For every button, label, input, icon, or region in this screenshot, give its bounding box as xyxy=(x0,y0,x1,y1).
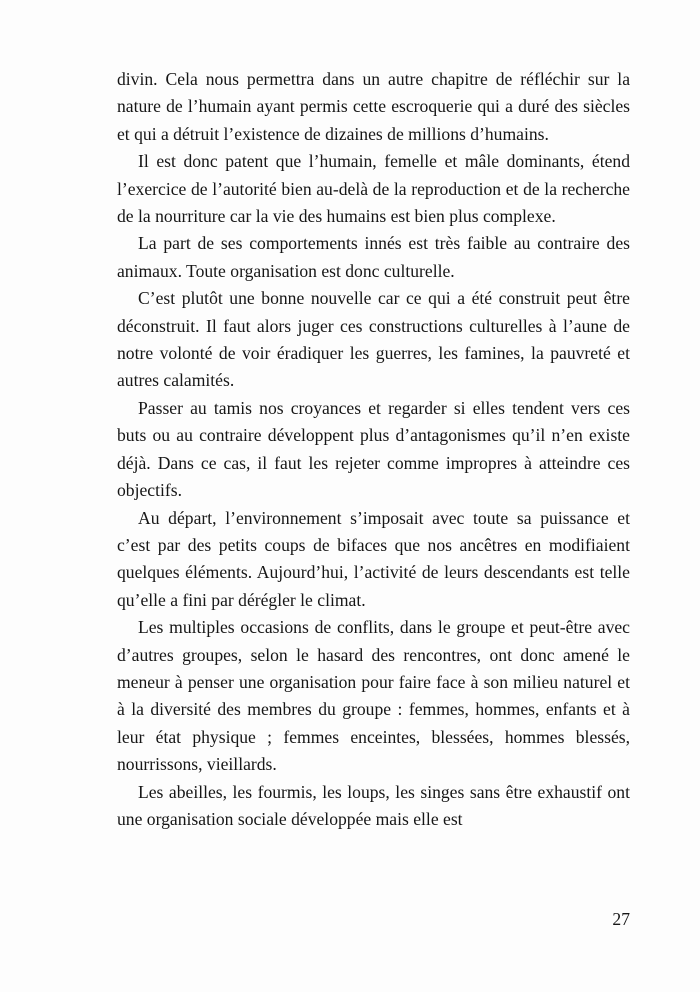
page-number: 27 xyxy=(612,909,630,929)
page-text xyxy=(117,66,630,833)
paragraph: Les abeilles, les fourmis, les loups, les singes sans être exhaustif ont une organisation sociale développée mais elle est xyxy=(117,781,630,829)
paragraph: C’est plutôt une bonne nouvelle car ce qui a été construit peut être déconstruit. Il faut alors juger ces constructions culturelles à l’aune de notre volonté de voir éradiquer les guerres, les famines, la pauvreté et autres calamités. xyxy=(117,288,630,391)
paragraph: Au départ, l’environnement s’imposait avec toute sa puissance et c’est par des petits coups de bifaces que nos ancêtres en modifiaient quelques éléments. Aujourd’hui, l’activité de leurs descendants est telle qu’elle a fini par dérégler le climat. xyxy=(117,507,630,610)
paragraph: Les multiples occasions de conflits, dans le groupe et peut-être avec d’autres groupes, selon le hasard des rencontres, ont donc amené le meneur à penser une organisation pour faire face à son milieu naturel et à la diversité des membres du groupe : femmes, hommes, enfants et à leur état physique ; femmes enceintes, blessées, hommes blessés, nourrissons, vieillards. xyxy=(117,617,630,775)
paragraph: Passer au tamis nos croyances et regarder si elles tendent vers ces buts ou au contraire développent plus d’antagonismes qu’il n’en existe déjà. Dans ce cas, il faut les rejeter comme impropres à atteindre ces objectifs. xyxy=(117,397,630,501)
paragraph: Il est donc patent que l’humain, femelle et mâle dominants, étend l’exercice de l’autorité bien au-delà de la reproduction et de la recherche de la nourriture car la vie des humains est bien plus complexe. xyxy=(117,151,630,227)
paragraph: divin. Cela nous permettra dans un autre chapitre de réfléchir sur la nature de l’humain ayant permis cette escroquerie qui a duré des siècles et qui a détruit l’existence de dizaines de millions d’humains. xyxy=(117,69,630,144)
paragraph: La part de ses comportements innés est très faible au contraire des animaux. Toute organisation est donc culturelle. xyxy=(117,233,630,281)
